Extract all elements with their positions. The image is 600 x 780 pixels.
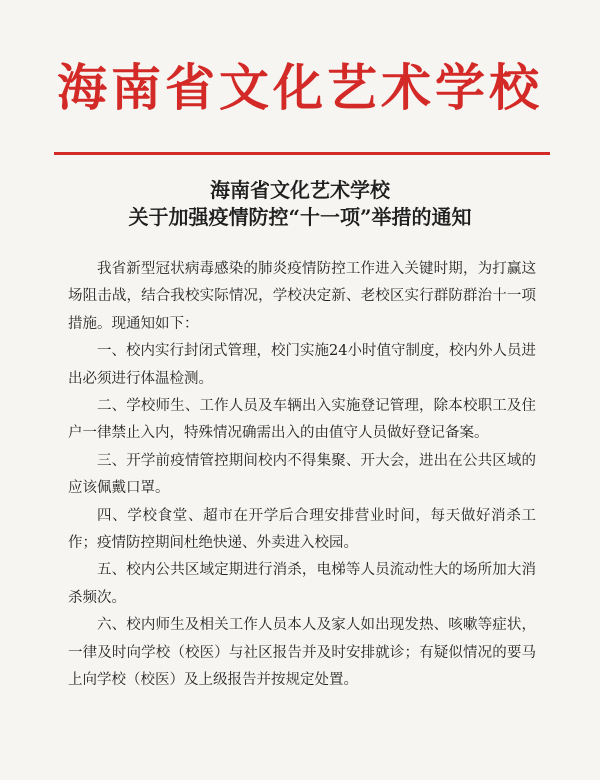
- letterhead-school-name: 海南省文化艺术学校: [57, 59, 543, 117]
- notice-title-line-1: 海南省文化艺术学校: [210, 178, 390, 202]
- notice-body: [68, 256, 536, 695]
- letterhead-red-rule: [54, 152, 550, 155]
- intro-paragraph: 我省新型冠状病毒感染的肺炎疫情防控工作进入关键时期，为打赢这场阻击战，结合我校实际情况，学校决定新、老校区实行群防群治十一项措施。现通知如下：: [68, 261, 536, 332]
- measure-6-paragraph: 六、校内师生及相关工作人员本人及家人如出现发热、咳嗽等症状，一律及时向学校（校医）与社区报告并及时安排就诊；有疑似情况的要马上向学校（校医）及上级报告并按规定处置。: [68, 617, 536, 689]
- measure-1-paragraph: 一、校内实行封闭式管理，校门实施24小时值守制度，校内外人员进出必须进行体温检测。: [68, 343, 536, 387]
- measure-5-paragraph: 五、校内公共区域定期进行消杀，电梯等人员流动性大的场所加大消杀频次。: [68, 562, 536, 606]
- measure-3-paragraph: 三、开学前疫情管控期间校内不得集聚、开大会，进出在公共区域的应该佩戴口罩。: [68, 452, 536, 497]
- measure-2-paragraph: 二、学校师生、工作人员及车辆出入实施登记管理，除本校职工及住户一律禁止入内，特殊情况确需出入的由值守人员做好登记备案。: [68, 398, 536, 442]
- measure-4-paragraph: 四、学校食堂、超市在开学后合理安排营业时间，每天做好消杀工作；疫情防控期间杜绝快递、外卖进入校园。: [68, 507, 536, 552]
- notice-title-line-2: 关于加强疫情防控“十一项”举措的通知: [128, 205, 472, 229]
